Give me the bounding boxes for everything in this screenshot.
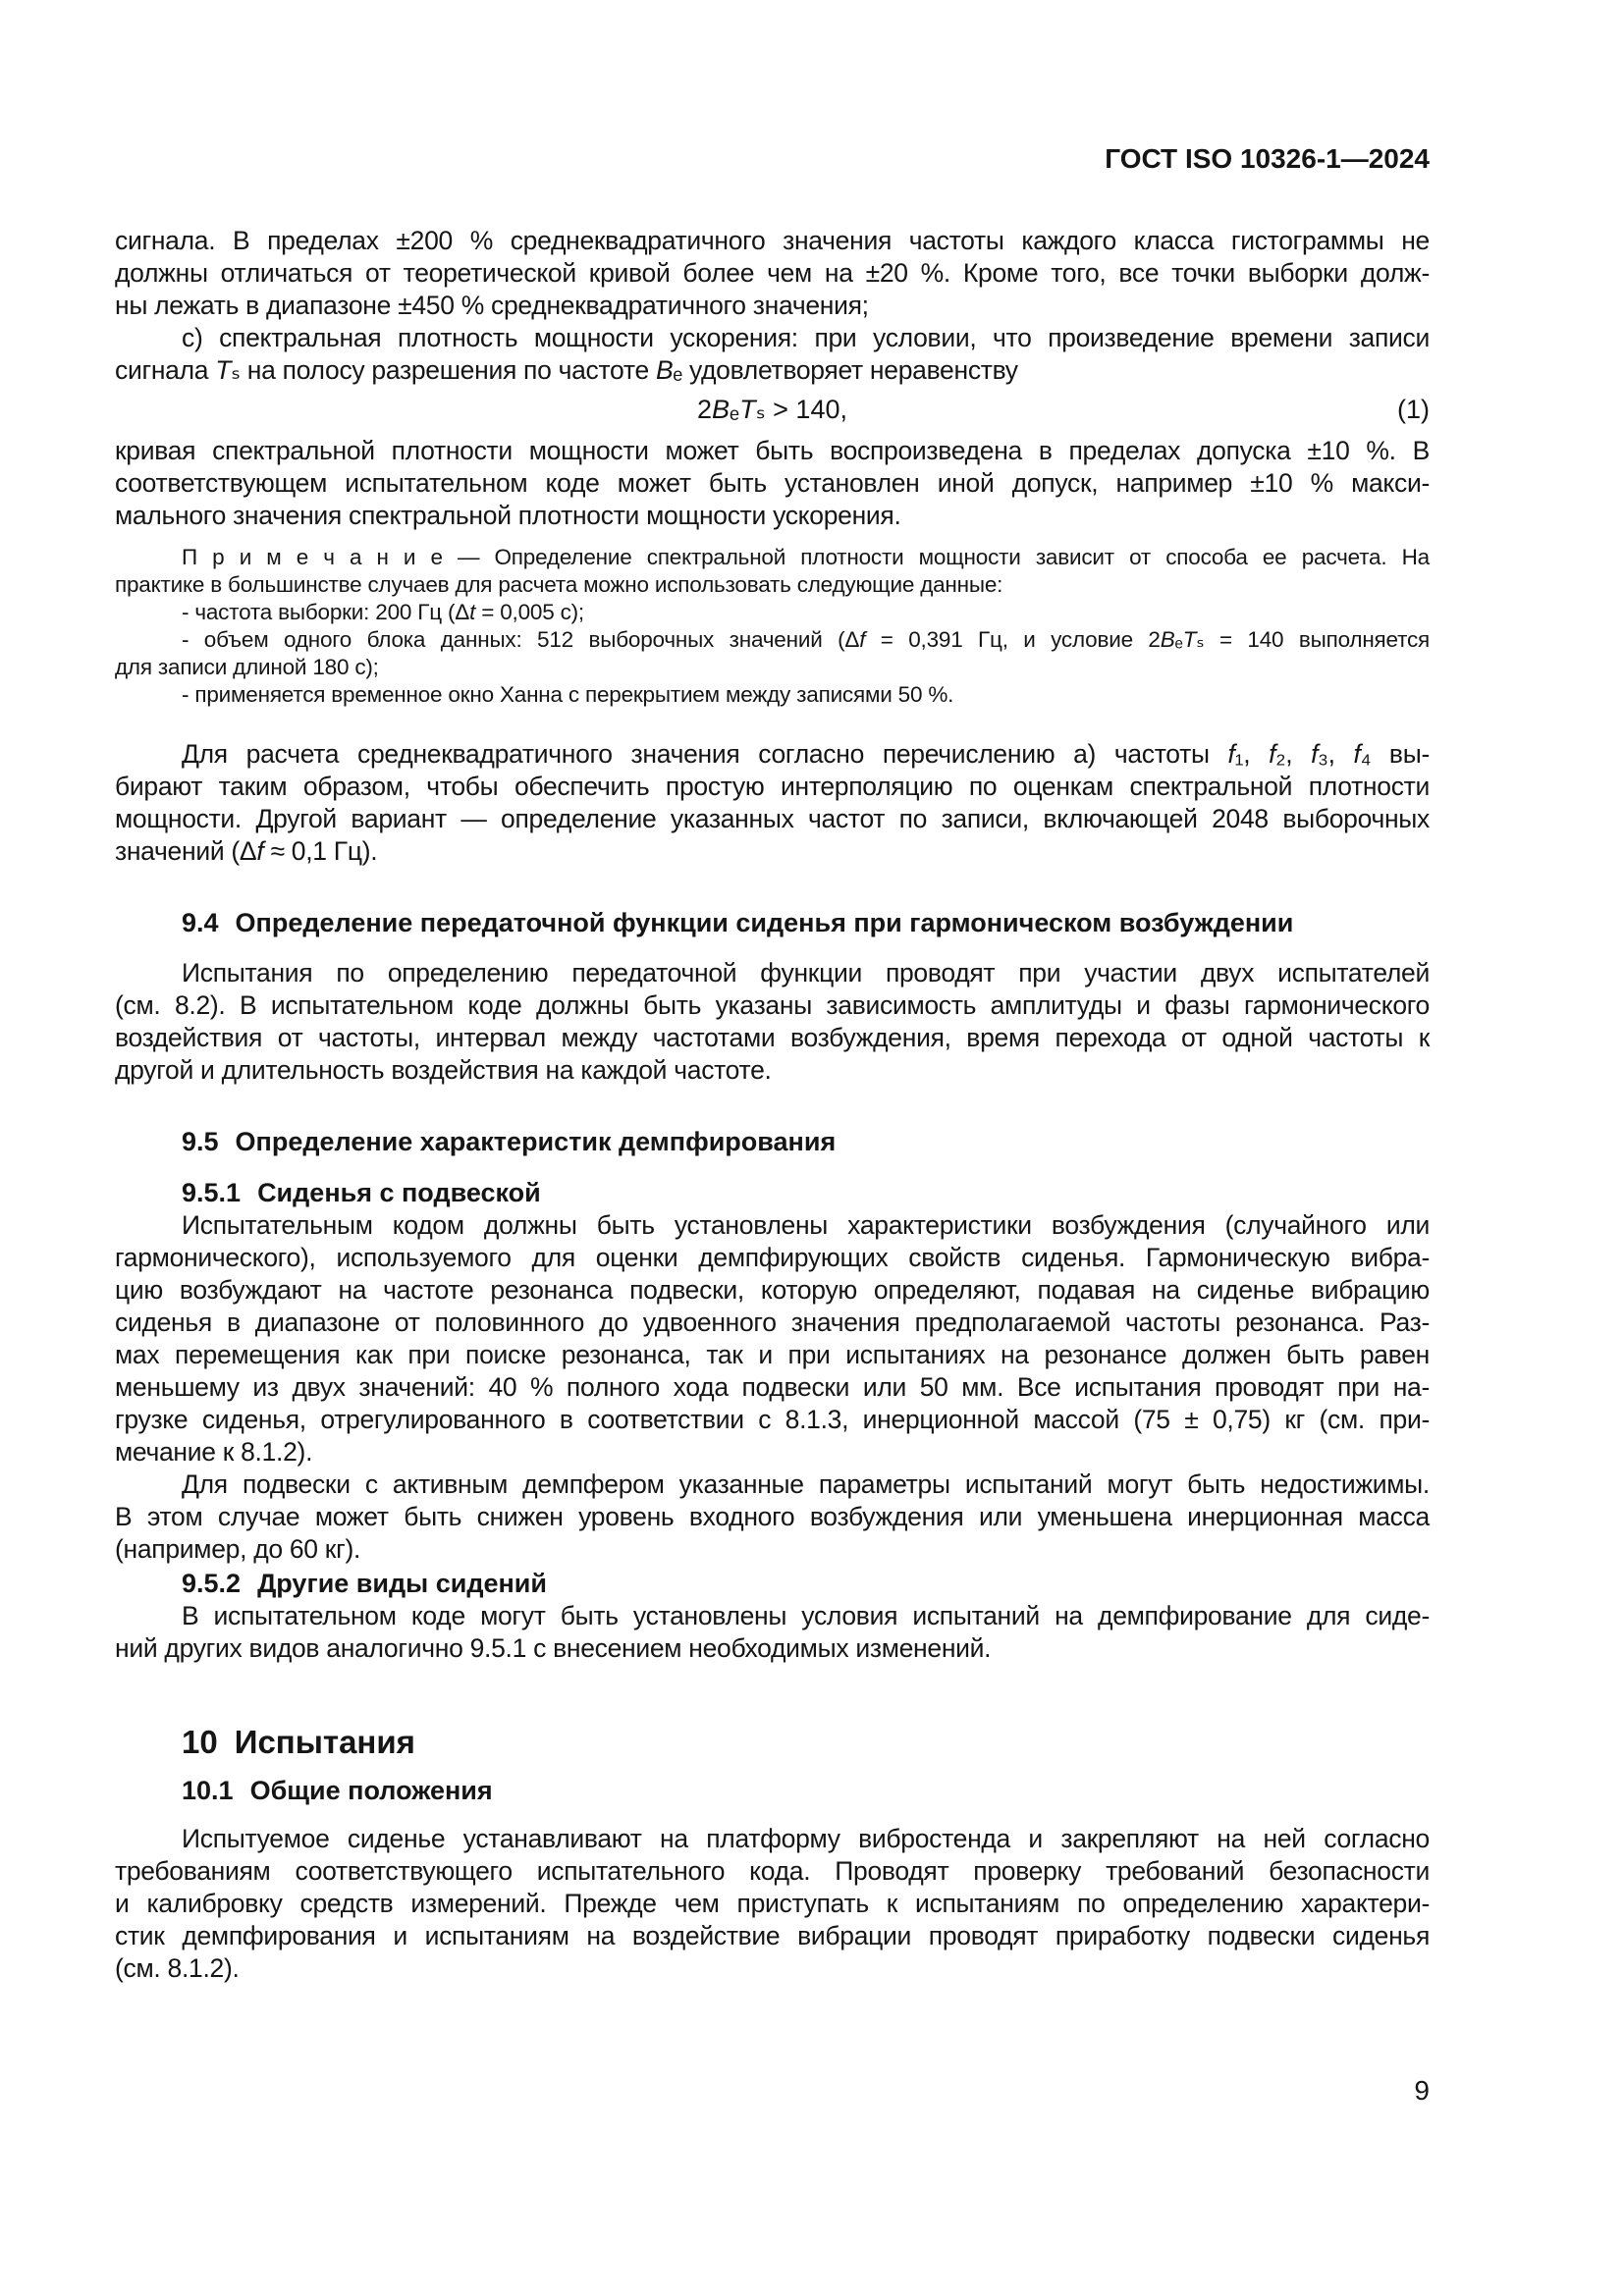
- heading-title: Определение характеристик демпфирования: [235, 1127, 837, 1156]
- note-item: [115, 599, 1430, 626]
- text-line: сигнала Tₛ на полосу разрешения по частоте Bₑ удовлетворяет неравенству: [115, 355, 1018, 385]
- heading-9.4: [115, 907, 1430, 939]
- text-line: кривая спектральной плотности мощности может быть воспроизведена в пределах допуска ±10 %. В: [115, 436, 1430, 465]
- note-item: [115, 626, 1430, 681]
- heading-title: Другие виды сидений: [257, 1569, 547, 1598]
- paragraph: [115, 225, 1430, 322]
- paragraph: [115, 957, 1430, 1087]
- text-line: мечание к 8.1.2).: [115, 1437, 313, 1467]
- text-line: мального значения спектральной плотности мощности ускорения.: [115, 501, 901, 530]
- text-line: сигнала. В пределах ±200 % среднеквадратичного значения частоты каждого класса гистограммы не: [115, 226, 1430, 255]
- text-line: ны лежать в диапазоне ±450 % среднеквадратичного значения;: [115, 291, 869, 320]
- heading-number: 9.5.2: [182, 1569, 242, 1598]
- text-line: требованиям соответствующего испытательного кода. Проводят проверку требований безопасности: [115, 1856, 1430, 1886]
- note-intro: [115, 544, 1430, 599]
- heading-number: 9.5.1: [182, 1178, 242, 1207]
- heading-number: 9.5: [182, 1127, 219, 1156]
- text-line: соответствующем испытательном коде может быть установлен иной допуск, например ±10 % макси-: [115, 468, 1430, 498]
- text-line: для записи длиной 180 с);: [115, 655, 379, 679]
- text-line: c) спектральная плотность мощности ускорения: при условии, что произведение времени записи: [182, 323, 1430, 352]
- text-line: цию возбуждают на частоте резонанса подвески, которую определяют, подавая на сиденье вибрацию: [115, 1275, 1430, 1305]
- text-line: В испытательном коде могут быть установлены условия испытаний на демпфирование для сиде-: [182, 1601, 1430, 1630]
- text-line: Испытательным кодом должны быть установлены характеристики возбуждения (случайного или: [182, 1210, 1430, 1240]
- heading-9.5.1: [115, 1177, 1430, 1209]
- formula-number: (1): [1397, 395, 1430, 424]
- text-line: другой и длительность воздействия на каждой частоте.: [115, 1055, 772, 1085]
- paragraph: [115, 435, 1430, 532]
- text-line: Для подвески с активным демпфером указанные параметры испытаний могут быть недостижимы.: [182, 1469, 1430, 1499]
- page-number: 9: [1414, 2075, 1430, 2106]
- text-line: Испытуемое сиденье устанавливают на платформу вибростенда и закрепляют на ней согласно: [182, 1824, 1430, 1853]
- text-line: практике в большинстве случаев для расчета можно использовать следующие данные:: [115, 572, 1003, 597]
- heading-title: Сиденья с подвеской: [257, 1178, 541, 1207]
- text-line: воздействия от частоты, интервал между частотами возбуждения, время перехода от одной частоты к: [115, 1023, 1430, 1052]
- paragraph: [115, 1823, 1430, 1985]
- text-line: мах перемещения как при поиске резонанса, так и при испытаниях на резонансе должен быть равен: [115, 1340, 1430, 1369]
- text-line: (например, до 60 кг).: [115, 1534, 361, 1564]
- text-line: П р и м е ч а н и е — Определение спектральной плотности мощности зависит от способа ее расчета. На: [182, 545, 1430, 569]
- text-line: - объем одного блока данных: 512 выборочных значений (Δf = 0,391 Гц, и условие 2BₑTₛ = 140 выполняется: [182, 627, 1430, 652]
- text-line: ний других видов аналогично 9.5.1 с внесением необходимых изменений.: [115, 1633, 992, 1663]
- formula-text: 2BₑTₛ > 140,: [697, 395, 847, 424]
- text-line: грузке сиденья, отрегулированного в соответствии с 8.1.3, инерционной массой (75 ± 0,75) кг (см. при-: [115, 1405, 1430, 1434]
- text-line: значений (Δf ≈ 0,1 Гц).: [115, 836, 378, 866]
- heading-title: Общие положения: [249, 1776, 493, 1805]
- heading-number: 10: [182, 1724, 218, 1760]
- heading-9.5: [115, 1126, 1430, 1158]
- paragraph: [115, 1209, 1430, 1468]
- heading-title: Определение передаточной функции сиденья при гармоническом возбуждении: [235, 908, 1294, 937]
- text-line: и калибровку средств измерений. Прежде чем приступать к испытаниям по определению характери-: [115, 1889, 1430, 1918]
- text-line: мощности. Другой вариант — определение указанных частот по записи, включающей 2048 выборочных: [115, 804, 1430, 833]
- formula: [115, 394, 1430, 426]
- heading-10.1: [115, 1775, 1430, 1807]
- text-line: Для расчета среднеквадратичного значения согласно перечислению а) частоты f₁, f₂, f₃, f₄ вы-: [182, 739, 1430, 769]
- text-line: (см. 8.2). В испытательном коде должны быть указаны зависимость амплитуды и фазы гармонического: [115, 990, 1430, 1020]
- heading-title: Испытания: [234, 1724, 415, 1760]
- heading-10: [115, 1723, 1430, 1762]
- text-line: (см. 8.1.2).: [115, 1953, 240, 1983]
- heading-number: 9.4: [182, 908, 219, 937]
- text-line: сиденья в диапазоне от половинного до удвоенного значения предполагаемой частоты резонанса. Раз-: [115, 1308, 1430, 1337]
- text-line: В этом случае может быть снижен уровень входного возбуждения или уменьшена инерционная масса: [115, 1502, 1430, 1531]
- document-body: [115, 0, 1430, 1985]
- running-header: ГОСТ ISO 10326-1—2024: [1105, 143, 1430, 174]
- paragraph: [115, 1600, 1430, 1665]
- text-line: должны отличаться от теоретической кривой более чем на ±20 %. Кроме того, все точки выборки долж-: [115, 258, 1430, 288]
- text-line: Испытания по определению передаточной функции проводят при участии двух испытателей: [182, 958, 1430, 988]
- text-line: меньшему из двух значений: 40 % полного хода подвески или 50 мм. Все испытания проводят при на-: [115, 1372, 1430, 1402]
- paragraph: [115, 322, 1430, 387]
- text-line: - применяется временное окно Ханна с перекрытием между записями 50 %.: [182, 682, 954, 707]
- paragraph: [115, 1468, 1430, 1566]
- text-line: стик демпфирования и испытаниям на воздействие вибрации проводят приработку подвески сиденья: [115, 1921, 1430, 1950]
- heading-number: 10.1: [182, 1776, 234, 1805]
- note-item: [115, 681, 1430, 709]
- text-line: гармонического), используемого для оценки демпфирующих свойств сиденья. Гармоническую вибра-: [115, 1243, 1430, 1272]
- heading-9.5.2: [115, 1568, 1430, 1600]
- paragraph: [115, 738, 1430, 868]
- text-line: - частота выборки: 200 Гц (Δt = 0,005 с);: [182, 600, 584, 624]
- text-line: бирают таким образом, чтобы обеспечить простую интерполяцию по оценкам спектральной плотности: [115, 772, 1430, 801]
